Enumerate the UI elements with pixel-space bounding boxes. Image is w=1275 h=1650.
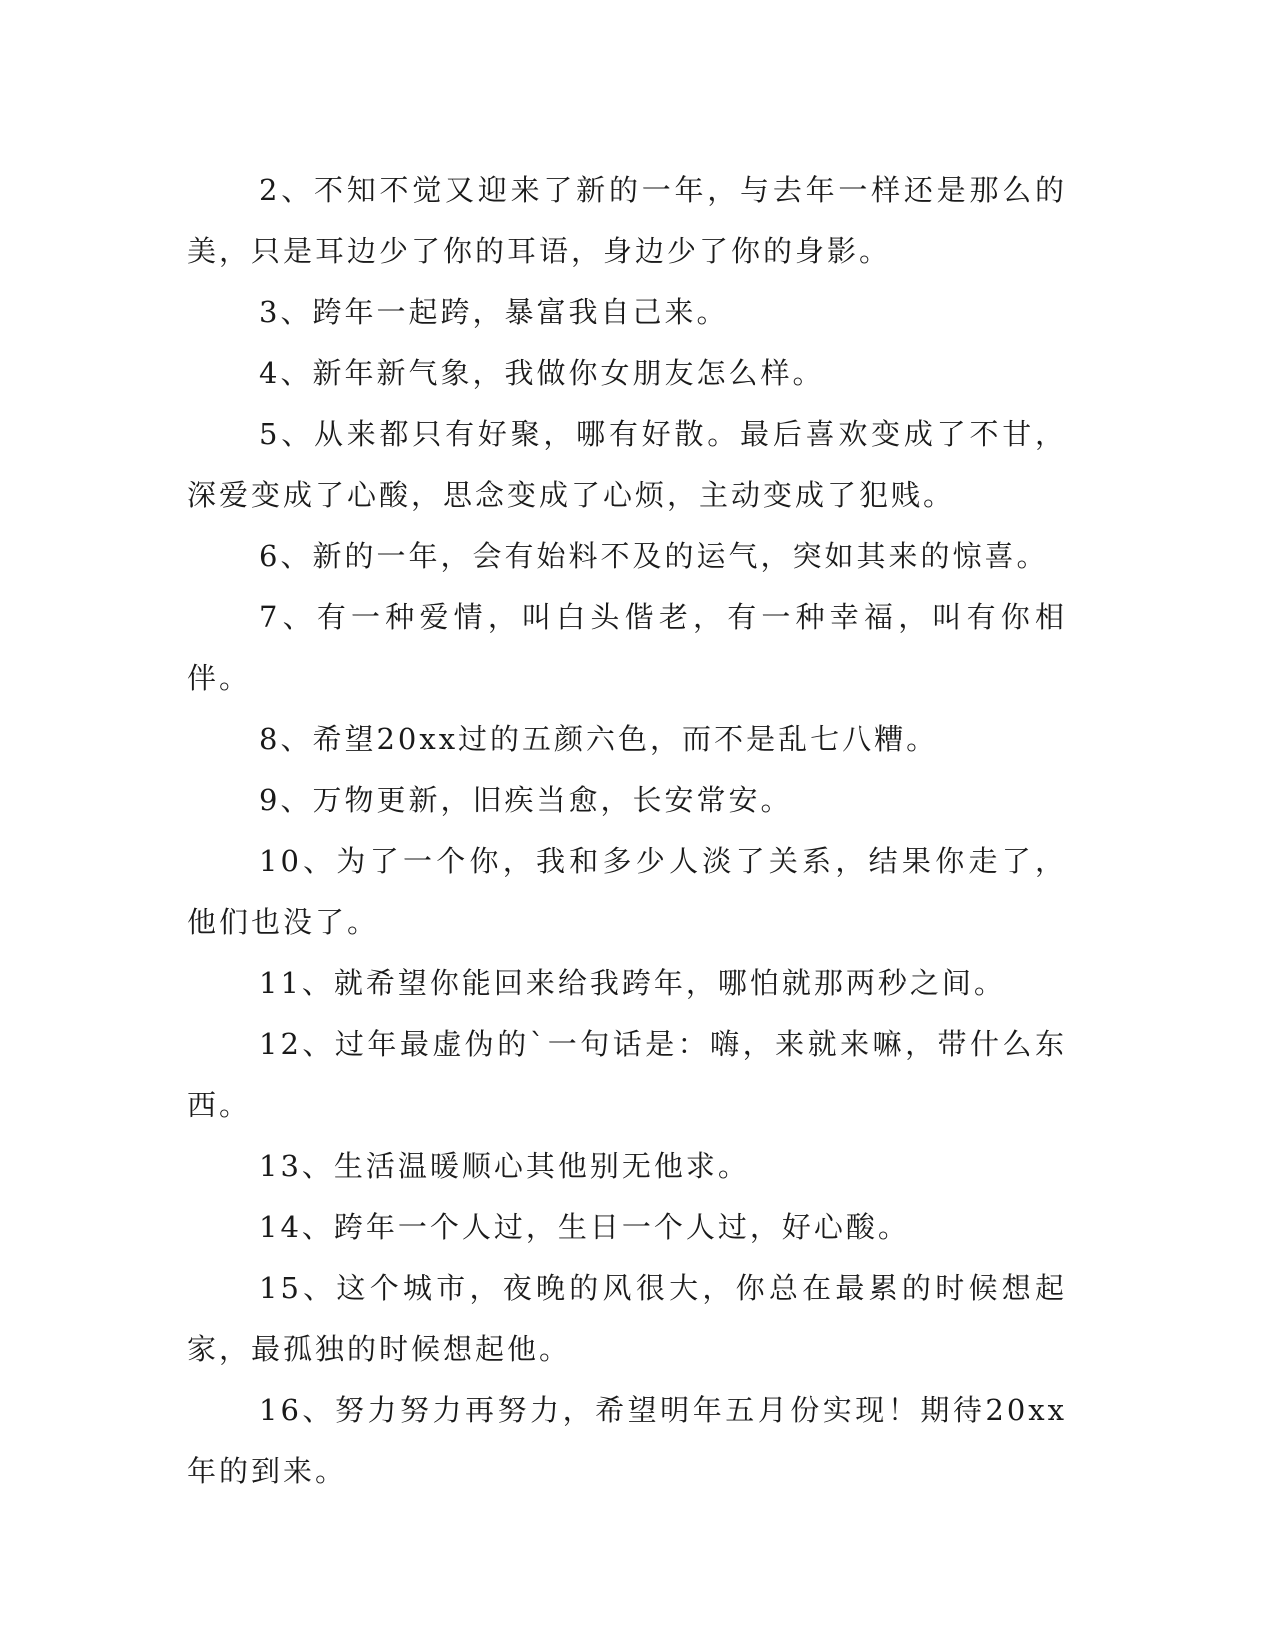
paragraph-16: 16、努力努力再努力，希望明年五月份实现！期待20xx年的到来。	[187, 1393, 1067, 1488]
paragraph-9: 9、万物更新，旧疾当愈，长安常安。	[259, 783, 793, 817]
paragraph-6: 6、新的一年，会有始料不及的运气，突如其来的惊喜。	[259, 539, 1049, 573]
paragraph-13: 13、生活温暖顺心其他别无他求。	[259, 1149, 750, 1183]
paragraph-3: 3、跨年一起跨，暴富我自己来。	[259, 295, 729, 329]
paragraph-2: 2、不知不觉又迎来了新的一年，与去年一样还是那么的美，只是耳边少了你的耳语，身边少了你的身影。	[187, 173, 1067, 268]
paragraph-11: 11、就希望你能回来给我跨年，哪怕就那两秒之间。	[259, 966, 1006, 1000]
paragraph-4: 4、新年新气象，我做你女朋友怎么样。	[259, 356, 825, 390]
paragraph-10: 10、为了一个你，我和多少人淡了关系，结果你走了，他们也没了。	[187, 844, 1067, 939]
document-body	[187, 160, 1067, 1502]
paragraph-7: 7、有一种爱情，叫白头偕老，有一种幸福，叫有你相伴。	[187, 600, 1067, 695]
paragraph-5: 5、从来都只有好聚，哪有好散。最后喜欢变成了不甘，深爱变成了心酸，思念变成了心烦，主动变成了犯贱。	[187, 417, 1067, 512]
paragraph-15: 15、这个城市，夜晚的风很大，你总在最累的时候想起家，最孤独的时候想起他。	[187, 1271, 1067, 1366]
paragraph-12: 12、过年最虚伪的`一句话是：嗨，来就来嘛，带什么东西。	[187, 1027, 1067, 1122]
paragraph-8: 8、希望20xx过的五颜六色，而不是乱七八糟。	[259, 722, 939, 756]
paragraph-14: 14、跨年一个人过，生日一个人过，好心酸。	[259, 1210, 910, 1244]
